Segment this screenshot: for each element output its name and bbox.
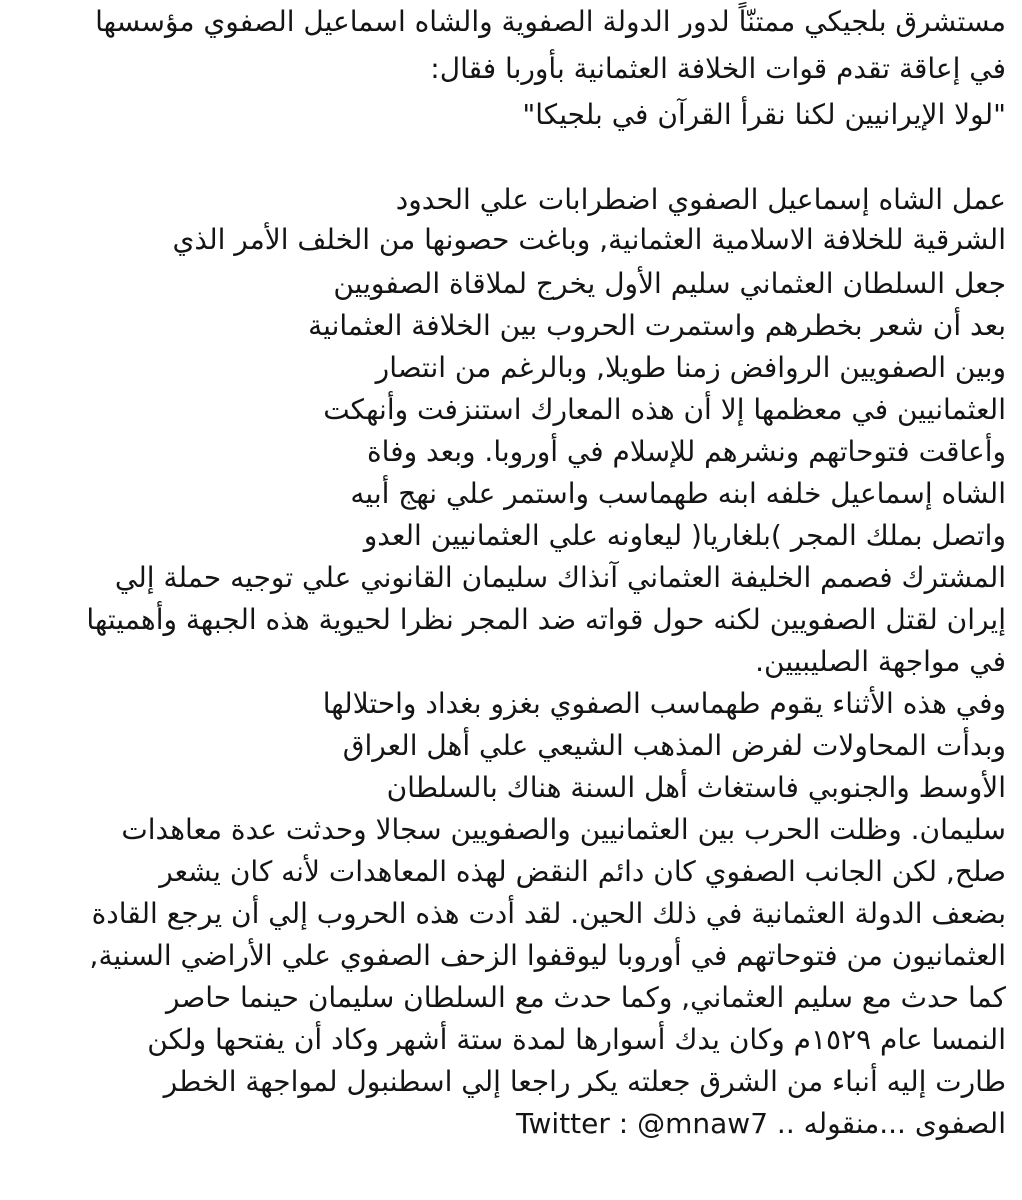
body-line-16: سليمان. وظلت الحرب بين العثمانيين والصفويين سجالا وحدثت عدة معاهدات	[121, 813, 1006, 846]
body-line-5: وبين الصفويين الروافض زمنا طويلا, وبالرغم من انتصار	[375, 351, 1006, 384]
body-line-15: الأوسط والجنوبي فاستغاث أهل السنة هناك بالسلطان	[386, 771, 1006, 804]
body-line-17: صلح, لكن الجانب الصفوي كان دائم النقض لهذه المعاهدات لأنه كان يشعر	[159, 855, 1006, 888]
body-line-14: وبدأت المحاولات لفرض المذهب الشيعي علي أهل العراق	[342, 729, 1006, 762]
body-line-8: الشاه إسماعيل خلفه ابنه طهماسب واستمر علي نهج أبيه	[350, 477, 1006, 510]
body-line-11: إيران لقتل الصفويين لكنه حول قواته ضد المجر نظرا لحيوية هذه الجبهة وأهميتها	[86, 603, 1006, 636]
body-line-2: الشرقية للخلافة الاسلامية العثمانية, وباغت حصونها من الخلف الأمر الذي	[172, 223, 1006, 256]
body-line-12: في مواجهة الصليبيين.	[755, 645, 1006, 678]
body-line-20: كما حدث مع سليم العثماني, وكما حدث مع السلطان سليمان حينما حاصر	[166, 981, 1006, 1014]
body-line-10: المشترك فصمم الخليفة العثماني آنذاك سليمان القانوني علي توجيه حملة إلي	[114, 561, 1006, 594]
body-line-3: جعل السلطان العثماني سليم الأول يخرج لملاقاة الصفويين	[333, 267, 1006, 300]
body-line-22: طارت إليه أنباء من الشرق جعلته يكر راجعا إلي اسطنبول لمواجهة الخطر	[163, 1065, 1006, 1098]
body-line-13: وفي هذه الأثناء يقوم طهماسب الصفوي بغزو بغداد واحتلالها	[322, 687, 1006, 720]
body-line-9: واتصل بملك المجر )بلغاريا( ليعاونه علي العثمانيين العدو	[363, 519, 1006, 552]
body-line-6: العثمانيين في معظمها إلا أن هذه المعارك استنزفت وأنهكت	[323, 393, 1006, 426]
body-line-1: عمل الشاه إسماعيل الصفوي اضطرابات علي الحدود	[395, 183, 1006, 216]
body-line-21: النمسا عام ١٥٢٩م وكان يدك أسوارها لمدة ستة أشهر وكاد أن يفتحها ولكن	[147, 1023, 1006, 1056]
intro-line-1: مستشرق بلجيكي ممتنّاً لدور الدولة الصفوية والشاه اسماعيل الصفوي مؤسسها	[95, 5, 1006, 38]
body-line-4: بعد أن شعر بخطرهم واستمرت الحروب بين الخلافة العثمانية	[308, 309, 1006, 342]
source-line: الصفوى ...منقوله .. Twitter : @mnaw7	[516, 1107, 1006, 1140]
intro-quote: "لولا الإيرانيين لكنا نقرأ القرآن في بلجيكا"	[522, 98, 1006, 131]
intro-line-2: في إعاقة تقدم قوات الخلافة العثمانية بأوربا فقال:	[430, 52, 1006, 85]
body-line-7: وأعاقت فتوحاتهم ونشرهم للإسلام في أوروبا. وبعد وفاة	[367, 435, 1006, 468]
body-line-19: العثمانيون من فتوحاتهم في أوروبا ليوقفوا الزحف الصفوي علي الأراضي السنية,	[89, 939, 1006, 972]
body-line-18: بضعف الدولة العثمانية في ذلك الحين. لقد أدت هذه الحروب إلي أن يرجع القادة	[91, 897, 1006, 930]
